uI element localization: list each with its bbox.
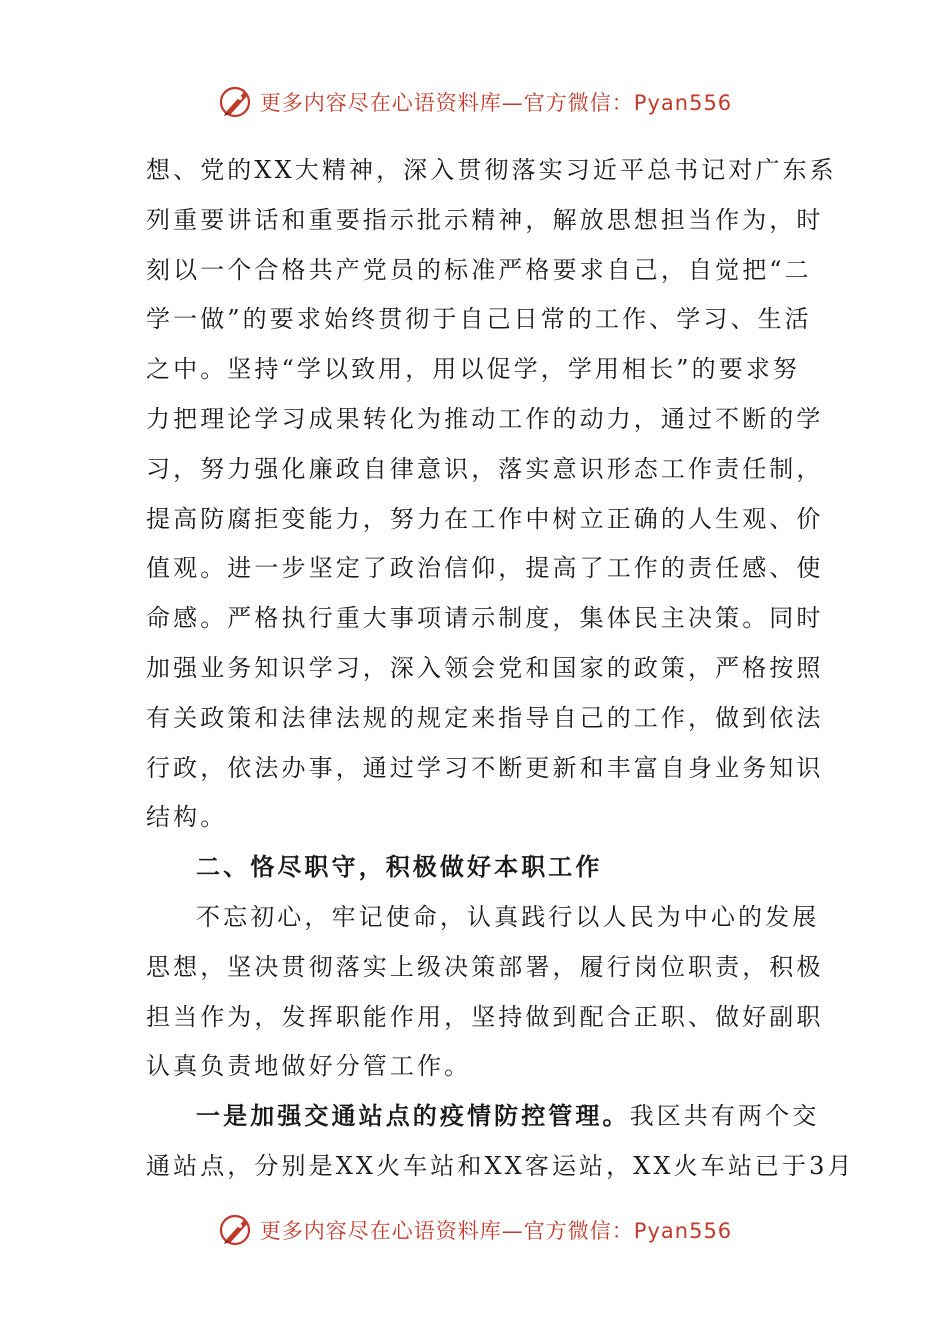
footer-banner [0,1210,950,1250]
footer-banner-text: 更多内容尽在心语资料库—官方微信：Pyan556 [259,1219,733,1243]
point-first-line [146,1092,820,1142]
text-line: 之中。坚持“学以致用，用以促学，学用相长”的要求努 [146,355,801,384]
pen-logo-icon [218,84,254,120]
text-line: 通站点，分别是XX火车站和XX客运站，XX火车站已于3月 [146,1151,855,1180]
text-line: 思想，坚决贯彻落实上级决策部署，履行岗位职责，积极 [146,952,824,981]
document-body [146,146,855,1192]
text-line: 力把理论学习成果转化为推动工作的动力，通过不断的学 [146,404,824,433]
point-rest-text: 我区共有两个交 [629,1102,820,1131]
header-banner [0,82,950,122]
text-line: 列重要讲话和重要指示批示精神，解放思想担当作为，时 [146,205,824,234]
text-line: 学一做”的要求始终贯彻于自己日常的工作、学习、生活 [146,305,812,334]
text-line: 想、党的XX大精神，深入贯彻落实习近平总书记对广东系 [146,156,837,184]
text-line: 行政，依法办事，通过学习不断更新和丰富自身业务知识 [146,753,824,782]
text-line: 加强业务知识学习，深入领会党和国家的政策，严格按照 [146,653,824,682]
section-heading: 二、恪尽职守，积极做好本职工作 [196,853,603,882]
text-line: 习，努力强化廉政自律意识，落实意识形态工作责任制， [146,454,824,483]
text-line: 不忘初心，牢记使命，认真践行以人民为中心的发展 [196,902,820,931]
text-line: 刻以一个合格共产党员的标准严格要求自己，自觉把“二 [146,255,812,284]
header-banner-text: 更多内容尽在心语资料库—官方微信：Pyan556 [259,91,733,115]
pen-logo-icon [218,1212,254,1248]
text-line: 认真负责地做好分管工作。 [146,1052,472,1081]
text-line: 有关政策和法律法规的规定来指导自己的工作，做到依法 [146,703,824,732]
text-line: 命感。严格执行重大事项请示制度，集体民主决策。同时 [146,604,824,633]
point-bold-lead: 一是加强交通站点的疫情防控管理。 [196,1102,630,1131]
text-line: 值观。进一步坚定了政治信仰，提高了工作的责任感、使 [146,554,824,583]
text-line: 结构。 [146,803,228,832]
text-line: 提高防腐拒变能力，努力在工作中树立正确的人生观、价 [146,504,824,533]
text-line: 担当作为，发挥职能作用，坚持做到配合正职、做好副职 [146,1002,824,1031]
